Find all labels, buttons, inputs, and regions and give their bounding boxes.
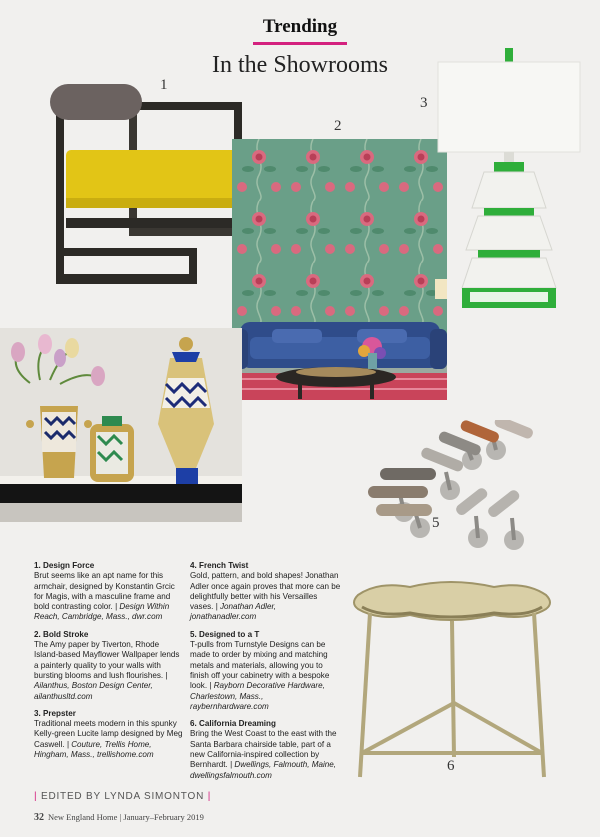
page-title: In the Showrooms [212,52,388,78]
caption-credit: | Couture, Trellis Home, Hingham, Mass., trellishome.com [34,739,154,760]
item-number-5: 5 [432,515,440,531]
caption-credit: | Jonathan Adler, jonathanadler.com [190,602,276,622]
kicker-underline [253,42,347,45]
lucite-lamp-photo [436,48,582,310]
caption-body: T-pulls from Turnstyle Designs can be made to order by mixing and matching metals and materials, allowing you to finish off your cabinetry with a bespoke look. [190,640,330,691]
caption-body: Traditional meets modern in this spunky Kelly-green Lucite lamp designed by Meg Caswell. [34,719,183,749]
caption-credit: | Ailanthus, Boston Design Center, ailanthusltd.com [34,670,168,701]
caption-title: 3. Prepster [34,708,76,718]
item-number-3: 3 [420,95,428,111]
caption-credit: | Rayborn Decorative Hardware, Charlestown, Mass., raybernhardware.com [190,681,325,711]
item-number-6: 6 [447,758,455,774]
t-pulls-photo [358,420,548,555]
versailles-vases-photo [0,328,242,522]
caption-credit: | Dwellings, Falmouth, Maine, dwellingsfalmouth.com [190,760,337,780]
chairside-table-photo [350,577,554,785]
caption-body: Gold, pattern, and bold shapes! Jonathan Adler once again proves that more can be delightfully better with his Versailles vases. [190,571,341,612]
editor-credit: | EDITED BY LYNDA SIMONTON | [34,791,212,802]
wallpaper-room-photo [232,139,447,400]
caption-body: Brut seems like an apt name for this armchair, designed by Konstantin Grcic for Magis, with a masculine frame and bold contrasting color. [34,571,175,612]
item-number-2: 2 [334,118,342,134]
caption-item [34,561,184,623]
page-folio [34,812,204,823]
caption-item [190,561,342,623]
caption-item [190,719,342,781]
caption-credit: | Design Within Reach, Cambridge, Mass., dwr.com [34,602,170,622]
caption-title: 1. Design Force [34,561,95,570]
section-kicker: Trending [262,16,338,37]
editor-name: EDITED BY LYNDA SIMONTON [40,791,205,802]
caption-item [190,630,342,712]
captions-left-column [34,561,184,767]
publication-info: New England Home | January–February 2019 [48,812,204,822]
captions-right-column [190,561,342,788]
caption-item [34,709,184,760]
caption-title: 4. French Twist [190,561,249,570]
caption-title: 2. Bold Stroke [34,629,89,639]
caption-body: The Amy paper by Tiverton, Rhode Island-based Mayflower Wallpaper lends a painterly quality to your walls with bursting blooms and lush flourishes. [34,640,180,680]
caption-title: 5. Designed to a T [190,629,260,639]
caption-body: Bring the West Coast to the east with the Santa Barbara chairside table, part of a new California-inspired collection by Bernhardt. [190,729,337,770]
page-number: 32 [34,812,44,823]
caption-title: 6. California Dreaming [190,719,276,729]
caption-item [34,630,184,702]
armchair-photo [44,78,256,288]
item-number-1: 1 [160,77,168,93]
